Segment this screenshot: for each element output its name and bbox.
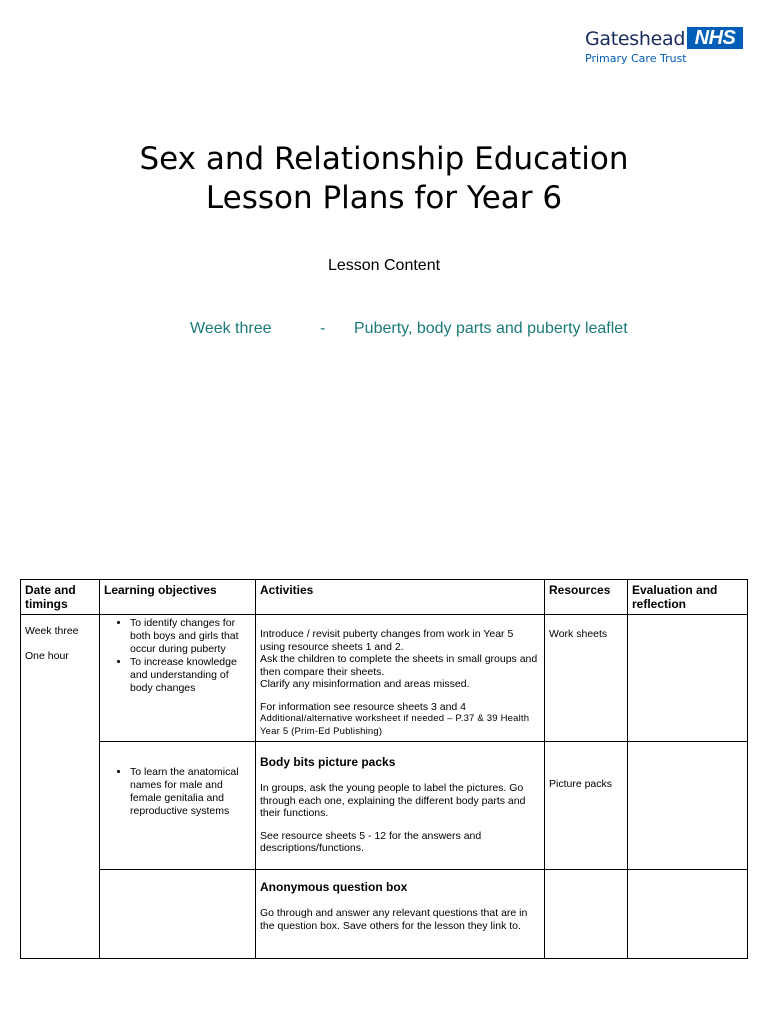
evaluation-cell xyxy=(628,870,748,959)
resources-cell xyxy=(545,615,628,742)
evaluation-cell xyxy=(628,615,748,742)
header-date: Date and timings xyxy=(21,580,100,615)
evaluation-cell xyxy=(628,742,748,870)
table-row xyxy=(21,615,748,742)
activity-text: Go through and answer any relevant questions that are in the question box. Save others for the lesson they link to. xyxy=(260,907,528,932)
activities-cell xyxy=(256,742,545,870)
resources-cell xyxy=(545,742,628,870)
title-line-2: Lesson Plans for Year 6 xyxy=(205,180,563,216)
week-cell-week: Week three xyxy=(25,625,79,637)
resources-cell xyxy=(545,870,628,959)
gateshead-nhs-logo xyxy=(585,27,745,67)
activity-text: In groups, ask the young people to label the pictures. Go through each one, explaining the different body parts and their functions. xyxy=(260,782,526,819)
activities-cell xyxy=(256,870,545,959)
nhs-badge: NHS xyxy=(687,27,743,49)
list-item: • To identify changes for both boys and girls that occur during puberty xyxy=(130,617,251,656)
header-objectives: Learning objectives xyxy=(100,580,256,615)
resource-text: Picture packs xyxy=(549,778,613,790)
header-activities: Activities xyxy=(256,580,545,615)
activity-text: See resource sheets 5 - 12 for the answers and descriptions/functions. xyxy=(260,829,482,854)
week-cell-duration: One hour xyxy=(25,650,69,662)
table-row xyxy=(21,870,748,959)
page-title xyxy=(0,140,768,218)
activity-text: Ask the children to complete the sheets in small groups and then compare their sheets. xyxy=(260,653,538,678)
week-dash: - xyxy=(320,320,326,337)
table-row xyxy=(21,742,748,870)
header-resources: Resources xyxy=(545,580,628,615)
objectives-list xyxy=(104,766,251,818)
lesson-content-heading: Lesson Content xyxy=(327,257,441,274)
week-label: Week three xyxy=(190,320,272,337)
activity-info: For information see resource sheets 3 and 4 xyxy=(260,700,467,713)
title-line-1: Sex and Relationship Education xyxy=(139,141,629,177)
activity-text: Introduce / revisit puberty changes from work in Year 5 using resource sheets 1 and 2. xyxy=(260,628,514,653)
activities-cell xyxy=(256,615,545,742)
activity-title: Anonymous question box xyxy=(260,880,408,894)
logo-subtitle: Primary Care Trust xyxy=(585,52,687,65)
week-cell xyxy=(21,615,100,959)
list-item: • To increase knowledge and understanding of body changes xyxy=(130,656,251,695)
activity-text: Clarify any misinformation and areas missed. xyxy=(260,678,470,690)
header-evaluation: Evaluation and reflection xyxy=(628,580,748,615)
activity-extra: Additional/alternative worksheet if needed – P.37 & 39 Health Year 5 (Prim-Ed Publishing) xyxy=(260,713,530,737)
lesson-plan-table xyxy=(20,579,748,959)
objectives-cell xyxy=(100,742,256,870)
resource-text: Work sheets xyxy=(549,628,608,640)
objectives-list xyxy=(104,617,251,695)
list-item: • To learn the anatomical names for male and female genitalia and reproductive systems xyxy=(130,766,251,818)
week-topic: Puberty, body parts and puberty leaflet xyxy=(354,320,628,337)
activity-title: Body bits picture packs xyxy=(260,755,396,769)
table-header-row xyxy=(21,580,748,615)
objectives-cell xyxy=(100,615,256,742)
objectives-cell xyxy=(100,870,256,959)
logo-org-name: Gateshead xyxy=(585,28,686,50)
